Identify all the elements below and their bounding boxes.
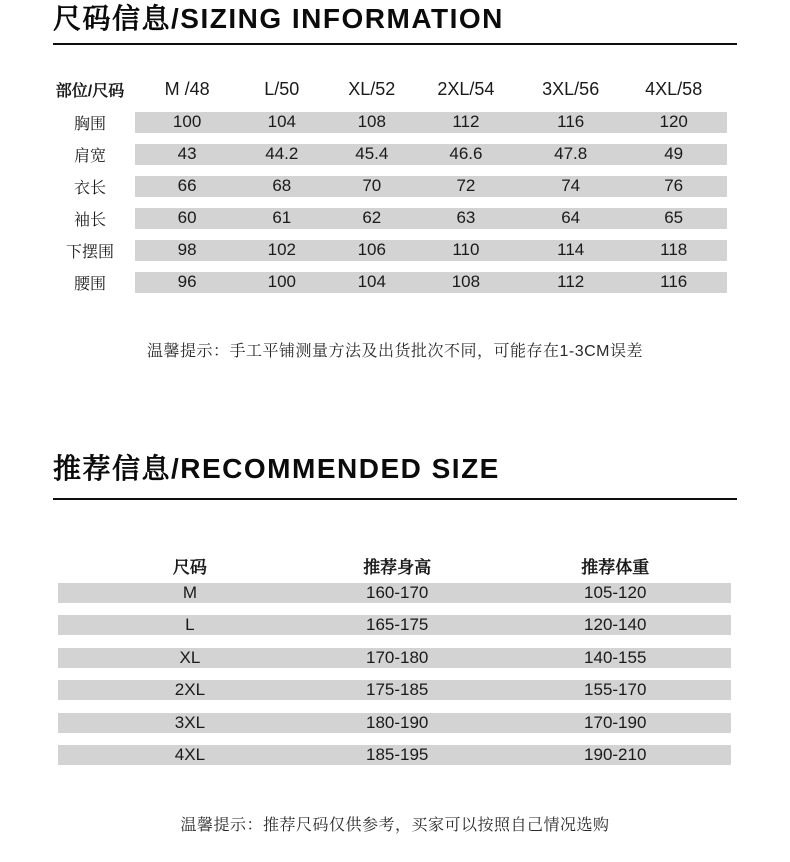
measure-value: 46.6 xyxy=(449,144,483,163)
recommend-height: 180-190 xyxy=(365,712,429,732)
recommend-height: 185-195 xyxy=(365,744,429,764)
recommend-weight: 190-210 xyxy=(584,744,647,764)
measure-label: 袖长 xyxy=(73,211,106,229)
size-column-header: L/50 xyxy=(264,78,300,99)
measure-row-length xyxy=(45,170,727,202)
measure-value: 72 xyxy=(456,176,476,195)
measure-value: 110 xyxy=(452,240,480,259)
measure-value: 106 xyxy=(357,240,386,259)
measure-value: 118 xyxy=(660,240,688,259)
size-column-header: 2XL/54 xyxy=(437,78,495,99)
measure-value: 116 xyxy=(557,112,585,131)
measure-value: 70 xyxy=(362,176,382,195)
sizing-tip: 温馨提示：手工平铺测量方法及出货批次不同，可能存在1-3CM误差 xyxy=(146,343,643,360)
recommend-height: 170-180 xyxy=(365,647,429,667)
size-column-header: XL/52 xyxy=(348,78,396,99)
size-column-header: 4XL/58 xyxy=(645,78,703,99)
corner-header: 部位/尺码 xyxy=(55,82,125,100)
recommend-size: M xyxy=(182,583,197,602)
measure-value: 120 xyxy=(659,112,688,131)
measure-row-hem xyxy=(45,234,727,266)
sizing-title-underline xyxy=(53,43,737,45)
measure-value-band xyxy=(135,112,727,133)
measure-value: 49 xyxy=(664,144,684,163)
recommend-weight: 170-190 xyxy=(584,712,647,732)
measure-label: 衣长 xyxy=(73,179,106,197)
measure-value: 61 xyxy=(272,208,292,227)
measure-value: 100 xyxy=(172,112,202,131)
recommend-title-underline xyxy=(53,498,737,500)
measure-value: 45.4 xyxy=(355,144,389,163)
measure-value: 60 xyxy=(177,208,197,227)
measure-label: 腰围 xyxy=(73,275,106,293)
recommend-weight: 155-170 xyxy=(584,680,647,700)
measure-row-shoulder xyxy=(45,138,727,170)
measure-row-chest xyxy=(45,106,727,138)
recommend-weight: 105-120 xyxy=(584,583,647,602)
measure-value: 62 xyxy=(362,208,382,227)
recommend-height: 160-170 xyxy=(365,583,429,602)
sizing-table xyxy=(45,74,727,298)
sizing-section-title: 尺码信息/SIZING INFORMATION xyxy=(53,3,504,34)
recommend-header-row xyxy=(58,546,731,576)
size-column-header: 3XL/56 xyxy=(542,78,600,99)
measure-value: 116 xyxy=(660,272,688,291)
measure-value: 98 xyxy=(177,240,197,259)
measure-value-band xyxy=(135,176,727,197)
recommend-size: XL xyxy=(179,647,201,667)
measure-value: 108 xyxy=(451,272,481,291)
measure-value: 43 xyxy=(177,144,197,163)
recommend-size: 4XL xyxy=(174,744,206,764)
measure-value: 100 xyxy=(267,272,296,291)
measure-value: 104 xyxy=(357,272,386,291)
recommend-height: 165-175 xyxy=(365,615,429,635)
sizing-table-header-row xyxy=(45,74,727,104)
measure-label: 肩宽 xyxy=(73,147,106,165)
measure-value: 112 xyxy=(452,112,480,131)
measure-value: 108 xyxy=(357,112,386,131)
recommend-row-xl xyxy=(58,648,731,668)
recommend-size: 3XL xyxy=(174,712,206,732)
measure-value: 47.8 xyxy=(554,144,588,163)
measure-value: 104 xyxy=(267,112,296,131)
recommend-weight: 120-140 xyxy=(584,615,647,635)
recommend-row-2xl xyxy=(58,680,731,700)
recommend-row-l xyxy=(58,615,731,635)
recommend-row-3xl xyxy=(58,713,731,733)
measure-value: 44.2 xyxy=(265,144,299,163)
recommend-size: 2XL xyxy=(174,680,206,700)
measure-row-sleeve xyxy=(45,202,727,234)
measure-value-band xyxy=(135,272,727,293)
recommend-weight: 140-155 xyxy=(584,647,647,667)
size-header-cells xyxy=(135,79,727,100)
recommend-row-4xl xyxy=(58,745,731,765)
measure-value: 102 xyxy=(267,240,296,259)
measure-value-band xyxy=(135,240,727,261)
measure-value: 74 xyxy=(561,176,581,195)
recommend-height: 175-185 xyxy=(365,680,429,700)
size-column-header: M /48 xyxy=(164,78,210,99)
measure-value: 114 xyxy=(557,240,585,259)
measure-value: 63 xyxy=(456,208,476,227)
measure-value: 66 xyxy=(177,176,197,195)
measure-value: 76 xyxy=(664,176,684,195)
recommend-tip: 温馨提示：推荐尺码仅供参考，买家可以按照自己情况选购 xyxy=(180,817,610,834)
measure-label: 下摆围 xyxy=(65,243,114,261)
recommend-header-height: 推荐身高 xyxy=(363,557,432,577)
measure-value-band xyxy=(135,144,727,165)
measure-value: 64 xyxy=(561,208,581,227)
measure-row-waist xyxy=(45,266,727,298)
recommend-section-title: 推荐信息/RECOMMENDED SIZE xyxy=(53,453,500,484)
recommend-row-m xyxy=(58,583,731,603)
recommend-header-weight: 推荐体重 xyxy=(581,557,650,577)
measure-value-band xyxy=(135,208,727,229)
measure-value: 112 xyxy=(557,272,585,291)
measure-value: 96 xyxy=(177,272,197,291)
measure-value: 68 xyxy=(272,176,292,195)
recommend-header-size: 尺码 xyxy=(172,557,207,577)
measure-value: 65 xyxy=(664,208,684,227)
recommend-size: L xyxy=(185,615,195,635)
recommend-table xyxy=(58,546,731,777)
measure-label: 胸围 xyxy=(73,115,106,133)
